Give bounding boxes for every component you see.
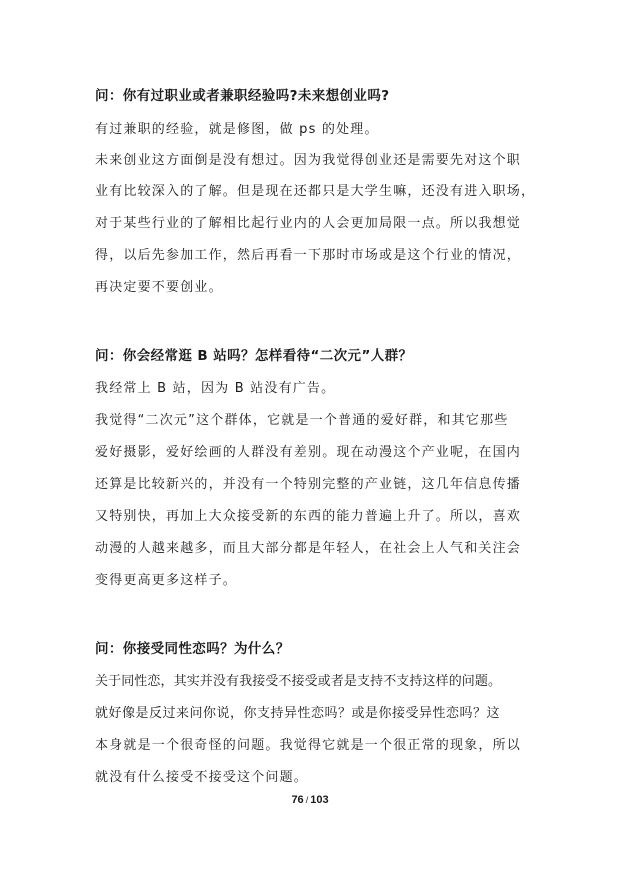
question-heading: 问：你接受同性恋吗？为什么？ [95, 641, 290, 657]
answer-line: 又特别快，再加上大众接受新的东西的能力普遍上升了。所以，喜欢 [95, 509, 522, 524]
answer-line: 就好像是反过来问你说，你支持异性恋吗？或是你接受异性恋吗？这 [95, 706, 501, 721]
answer-line: 有过兼职的经验，就是修图，做 ps 的处理。 [95, 122, 379, 137]
answer-line: 业有比较深入的了解。但是现在还都只是大学生嘛，还没有进入职场， [95, 184, 536, 199]
answer-line: 爱好摄影，爱好绘画的人群没有差别。现在动漫这个产业呢，在国内 [95, 445, 522, 460]
answer-line: 再决定要不要创业。 [95, 280, 223, 295]
question-heading: 问：你有过职业或者兼职经验吗?未来想创业吗? [95, 88, 390, 104]
answer-line: 未来创业这方面倒是没有想过。因为我觉得创业还是需要先对这个职 [95, 153, 522, 168]
answer-line: 动漫的人越来越多，而且大部分都是年轻人，在社会上人气和关注会 [95, 541, 522, 556]
answer-line: 还算是比较新兴的，并没有一个特别完整的产业链，这几年信息传播 [95, 477, 522, 492]
answer-line: 就没有什么接受不接受这个问题。 [95, 770, 309, 785]
current-page: 76 [291, 794, 304, 806]
answer-line: 关于同性恋，其实并没有我接受不接受或者是支持不支持这样的问题。 [95, 674, 502, 689]
answer-line: 变得更高更多这样子。 [95, 573, 238, 588]
answer-line: 对于某些行业的了解相比起行业内的人会更加局限一点。所以我想觉 [95, 216, 522, 231]
total-pages: 103 [310, 794, 329, 806]
answer-line: 本身就是一个很奇怪的问题。我觉得它就是一个很正常的现象，所以 [95, 738, 522, 753]
answer-line: 我经常上 B 站，因为 B 站没有广告。 [95, 381, 336, 396]
page-number [0, 794, 620, 806]
page-separator: / [305, 795, 309, 805]
answer-line: 得，以后先参加工作，然后再看一下那时市场或是这个行业的情况， [95, 248, 522, 263]
question-heading: 问：你会经常逛 B 站吗？怎样看待“二次元”人群？ [95, 348, 413, 364]
answer-line: 我觉得“二次元”这个群体，它就是一个普通的爱好群，和其它那些 [95, 413, 509, 428]
